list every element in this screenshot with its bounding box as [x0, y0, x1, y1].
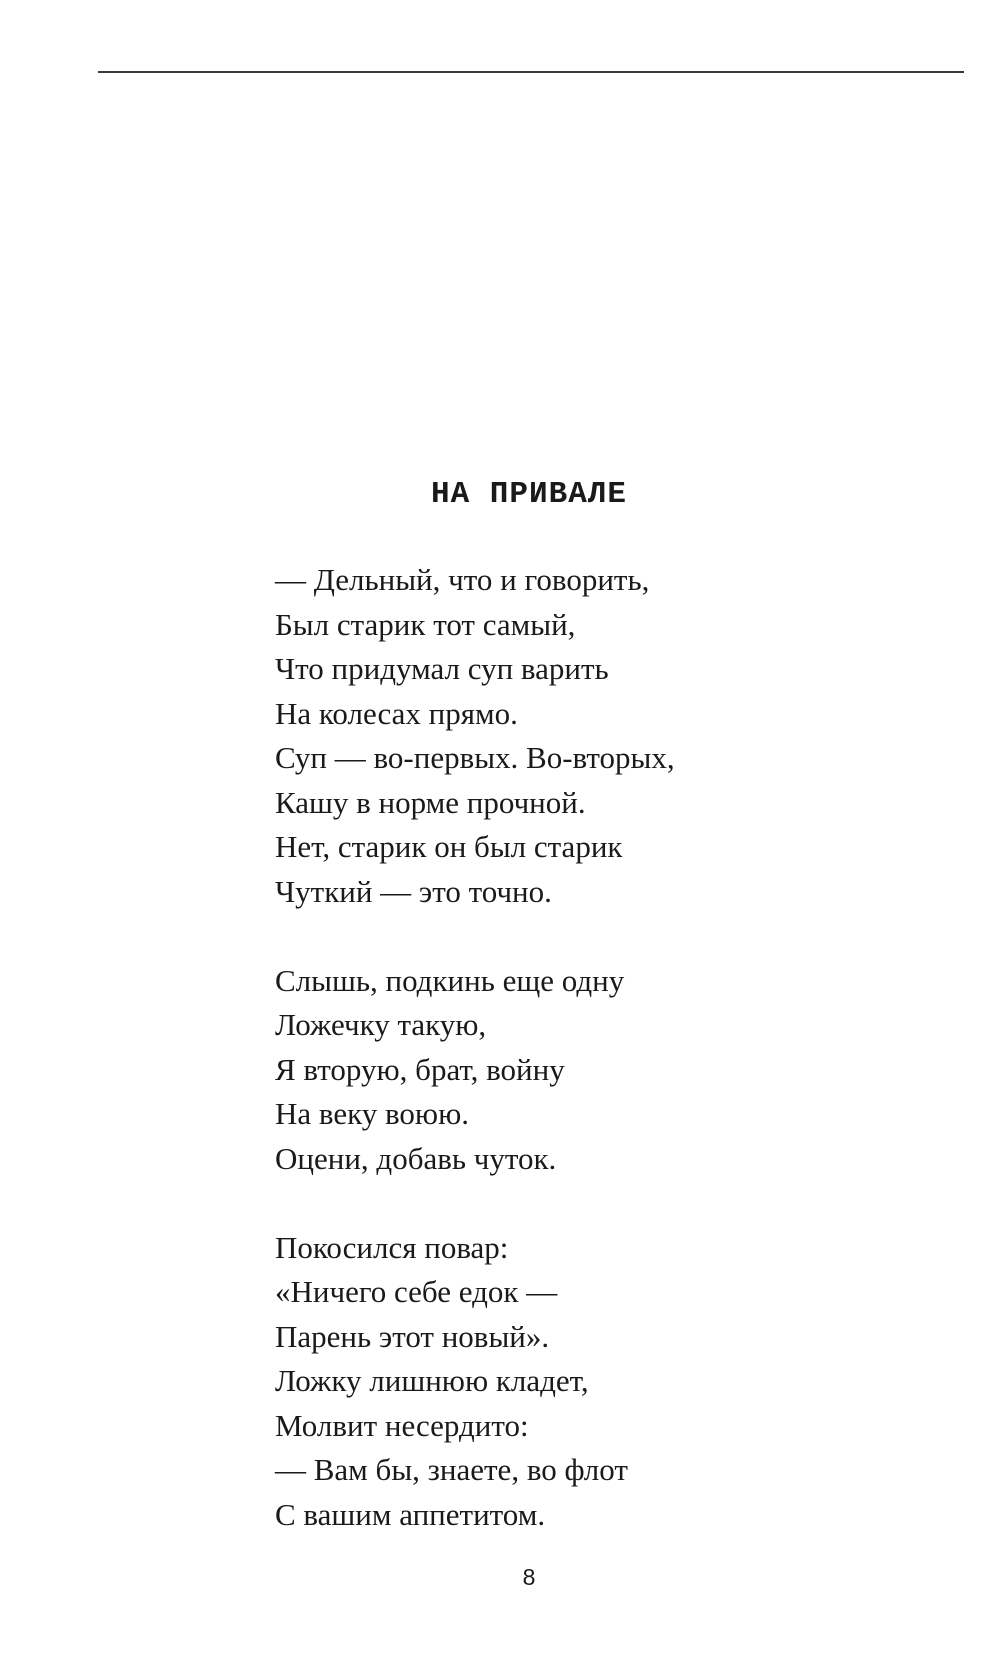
poem-line: Покосился повар:: [275, 1229, 509, 1265]
poem-line: На веку воюю.: [275, 1096, 469, 1131]
poem-line: — Дельный, что и говорить,: [275, 562, 650, 597]
poem-line: Слышь, подкинь еще одну: [275, 962, 625, 998]
poem-line: Парень этот новый».: [275, 1318, 550, 1354]
stanza-1: [275, 558, 835, 914]
poem-line: С вашим аппетитом.: [275, 1496, 546, 1532]
poem-line: Кашу в норме прочной.: [275, 784, 586, 820]
stanza-2: [275, 959, 835, 1182]
poem-line: На колесах прямо.: [275, 695, 518, 731]
stanza-3: [275, 1226, 835, 1538]
poem-line: Молвит несердито:: [275, 1407, 529, 1443]
poem-line: Чуткий — это точно.: [275, 873, 552, 909]
poem-line: Что придумал суп варить: [275, 651, 609, 686]
poem-title: НА ПРИВАЛЕ: [430, 477, 628, 512]
poem-line: Оцени, добавь чуток.: [275, 1140, 557, 1176]
poem-line: Нет, старик он был старик: [275, 829, 623, 864]
poem-line: Суп — во-первых. Во-вторых,: [275, 740, 675, 775]
poem-line: Ложечку такую,: [275, 1007, 487, 1042]
poem-body: [275, 558, 835, 1537]
poem-line: «Ничего себе едок —: [275, 1274, 558, 1309]
poem-line: Ложку лишнюю кладет,: [275, 1363, 589, 1398]
poem-line: Я вторую, брат, войну: [275, 1051, 565, 1087]
page-number: 8: [522, 1564, 536, 1590]
poem-line: — Вам бы, знаете, во флот: [275, 1452, 628, 1487]
poem-line: Был старик тот самый,: [275, 606, 576, 642]
header-rule: [98, 71, 964, 73]
